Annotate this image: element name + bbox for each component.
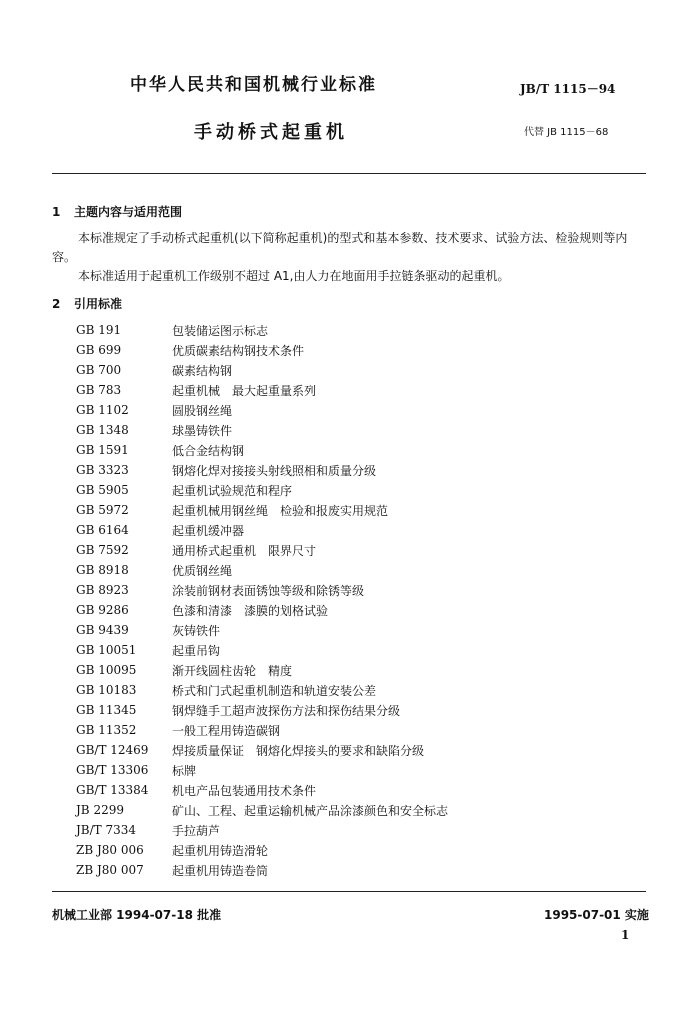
reference-title: 机电产品包装通用技术条件 <box>172 783 317 798</box>
reference-title: 起重机械 最大起重量系列 <box>172 383 317 398</box>
reference-title: 起重机缓冲器 <box>172 523 245 538</box>
reference-title: 色漆和清漆 漆膜的划格试验 <box>172 603 329 618</box>
reference-code: JB 2299 <box>76 803 124 817</box>
reference-row <box>76 400 636 420</box>
reference-title: 钢焊缝手工超声波探伤方法和探伤结果分级 <box>172 703 401 718</box>
reference-code: GB 10095 <box>76 663 137 677</box>
reference-code: GB 11352 <box>76 723 137 737</box>
reference-code: GB 1348 <box>76 423 129 437</box>
header-divider <box>52 173 646 174</box>
reference-row <box>76 600 636 620</box>
page-number: 1 <box>621 928 630 942</box>
reference-code: GB 7592 <box>76 543 129 557</box>
reference-list <box>76 320 636 880</box>
reference-row <box>76 460 636 480</box>
reference-code: JB/T 7334 <box>76 823 137 837</box>
reference-code: GB 5972 <box>76 503 129 517</box>
reference-title: 球墨铸铁件 <box>172 423 233 438</box>
reference-row <box>76 360 636 380</box>
reference-row <box>76 820 636 840</box>
reference-code: GB 9286 <box>76 603 129 617</box>
reference-code: GB/T 13384 <box>76 783 149 797</box>
reference-title: 标牌 <box>172 763 197 778</box>
reference-code: GB 10183 <box>76 683 137 697</box>
reference-title: 包装储运图示标志 <box>172 323 269 338</box>
reference-row <box>76 520 636 540</box>
reference-title: 渐开线圆柱齿轮 精度 <box>172 663 293 678</box>
footer-divider <box>52 891 646 892</box>
reference-code: GB 3323 <box>76 463 129 477</box>
reference-title: 低合金结构钢 <box>172 443 245 458</box>
reference-row <box>76 840 636 860</box>
reference-code: GB 699 <box>76 343 122 357</box>
reference-row <box>76 720 636 740</box>
reference-row <box>76 800 636 820</box>
section-number: 1 <box>52 205 61 219</box>
reference-row <box>76 420 636 440</box>
reference-code: ZB J80 007 <box>76 863 144 877</box>
reference-code: GB 8918 <box>76 563 129 577</box>
organization-title: 中华人民共和国机械行业标准 <box>130 75 377 95</box>
reference-row <box>76 740 636 760</box>
reference-code: GB 8923 <box>76 583 129 597</box>
reference-row <box>76 380 636 400</box>
reference-row <box>76 540 636 560</box>
reference-row <box>76 580 636 600</box>
reference-row <box>76 500 636 520</box>
reference-title: 钢熔化焊对接接头射线照相和质量分级 <box>172 463 377 478</box>
reference-title: 起重机用铸造滑轮 <box>172 843 269 858</box>
reference-row <box>76 440 636 460</box>
reference-code: ZB J80 006 <box>76 843 144 857</box>
reference-code: GB 1591 <box>76 443 129 457</box>
reference-code: GB 191 <box>76 323 122 337</box>
reference-code: GB/T 13306 <box>76 763 149 777</box>
reference-title: 一般工程用铸造碳钢 <box>172 723 281 738</box>
section-number: 2 <box>52 297 61 311</box>
reference-row <box>76 620 636 640</box>
reference-title: 起重机械用钢丝绳 检验和报废实用规范 <box>172 503 389 518</box>
reference-code: GB 783 <box>76 383 122 397</box>
reference-title: 优质碳素结构钢技术条件 <box>172 343 305 358</box>
reference-title: 桥式和门式起重机制造和轨道安装公差 <box>172 683 377 698</box>
reference-title: 通用桥式起重机 限界尺寸 <box>172 543 317 558</box>
reference-row <box>76 780 636 800</box>
section-title: 引用标准 <box>74 297 123 311</box>
paragraph: 本标准规定了手动桥式起重机(以下简称起重机)的型式和基本参数、技术要求、试验方法、检验规则等内容。 <box>52 231 628 264</box>
reference-row <box>76 660 636 680</box>
reference-title: 优质钢丝绳 <box>172 563 233 578</box>
reference-code: GB 10051 <box>76 643 137 657</box>
reference-code: GB 6164 <box>76 523 129 537</box>
reference-row <box>76 320 636 340</box>
section-title: 主题内容与适用范围 <box>74 205 183 219</box>
reference-title: 矿山、工程、起重运输机械产品涂漆颜色和安全标志 <box>172 803 449 818</box>
reference-code: GB 5905 <box>76 483 129 497</box>
reference-code: GB 700 <box>76 363 122 377</box>
reference-code: GB 1102 <box>76 403 129 417</box>
section-1-heading <box>52 203 182 220</box>
reference-row <box>76 640 636 660</box>
reference-title: 手拉葫芦 <box>172 823 221 838</box>
reference-title: 涂装前钢材表面锈蚀等级和除锈等级 <box>172 583 365 598</box>
reference-title: 灰铸铁件 <box>172 623 221 638</box>
reference-title: 焊接质量保证 钢熔化焊接头的要求和缺陷分级 <box>172 743 425 758</box>
reference-title: 起重机用铸造卷筒 <box>172 863 269 878</box>
reference-title: 起重吊钩 <box>172 643 221 658</box>
reference-row <box>76 860 636 880</box>
reference-row <box>76 760 636 780</box>
reference-code: GB 11345 <box>76 703 137 717</box>
reference-code: GB 9439 <box>76 623 129 637</box>
reference-title: 圆股钢丝绳 <box>172 403 233 418</box>
document-title: 手动桥式起重机 <box>194 122 348 143</box>
paragraph: 本标准适用于起重机工作级别不超过 A1,由人力在地面用手拉链条驱动的起重机。 <box>78 269 510 283</box>
standard-number: JB/T 1115－94 <box>520 82 616 96</box>
section-2-heading <box>52 295 122 312</box>
reference-row <box>76 680 636 700</box>
reference-row <box>76 560 636 580</box>
reference-row <box>76 700 636 720</box>
reference-row <box>76 340 636 360</box>
reference-title: 碳素结构钢 <box>172 363 233 378</box>
approval-date: 机械工业部 1994-07-18 批准 <box>52 908 222 922</box>
reference-code: GB/T 12469 <box>76 743 149 757</box>
reference-title: 起重机试验规范和程序 <box>172 483 293 498</box>
implementation-date: 1995-07-01 实施 <box>544 908 649 922</box>
replaces-standard: 代替 JB 1115－68 <box>524 127 609 138</box>
reference-row <box>76 480 636 500</box>
